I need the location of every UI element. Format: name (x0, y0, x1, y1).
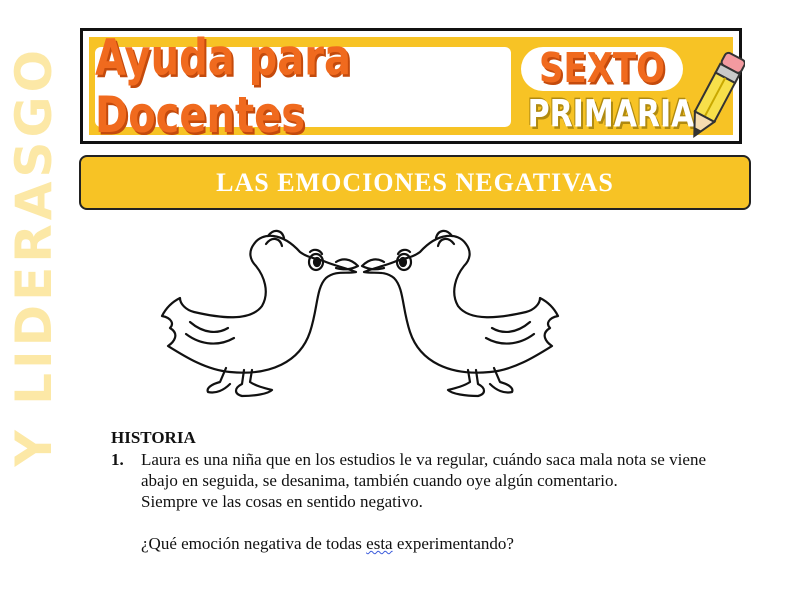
worksheet-content (111, 427, 706, 554)
grade-line1: SEXTO (538, 45, 666, 93)
question-text-start: ¿Qué emoción negativa de todas (141, 534, 367, 553)
topic-title: LAS EMOCIONES NEGATIVAS (216, 167, 614, 197)
grade-badge (521, 41, 695, 136)
section-heading: HISTORIA (111, 428, 196, 447)
grade-line2: PRIMARIA (527, 92, 695, 136)
blank-line (141, 512, 706, 533)
question-number: 1. (111, 450, 124, 469)
brand-title: Ayuda para Docentes (95, 29, 351, 145)
right-duck-icon (362, 231, 558, 396)
story-paragraph: Laura es una niña que en los estudios le va regular, cuándo saca mala nota se viene abajo en seguida, se desanima, también cuando oye algún comentario. (141, 450, 706, 490)
brand-box (95, 29, 511, 145)
spellcheck-flagged-word[interactable]: esta (366, 534, 393, 553)
left-duck-icon (162, 231, 358, 396)
question-text (141, 533, 706, 554)
topic-banner (79, 155, 751, 210)
question-item (111, 449, 706, 554)
story-paragraph-2: Siempre ve las cosas en sentido negativo. (141, 492, 423, 511)
header-banner (80, 28, 742, 144)
side-watermark: Y LIDERASGO (5, 46, 63, 467)
header-background (89, 29, 733, 145)
two-ducks-facing-icon (150, 222, 570, 408)
pencil-icon (685, 43, 745, 147)
question-text-end: experimentando? (392, 534, 514, 553)
grade-bottom (527, 92, 695, 136)
question-body (141, 449, 706, 554)
grade-top (521, 47, 683, 91)
